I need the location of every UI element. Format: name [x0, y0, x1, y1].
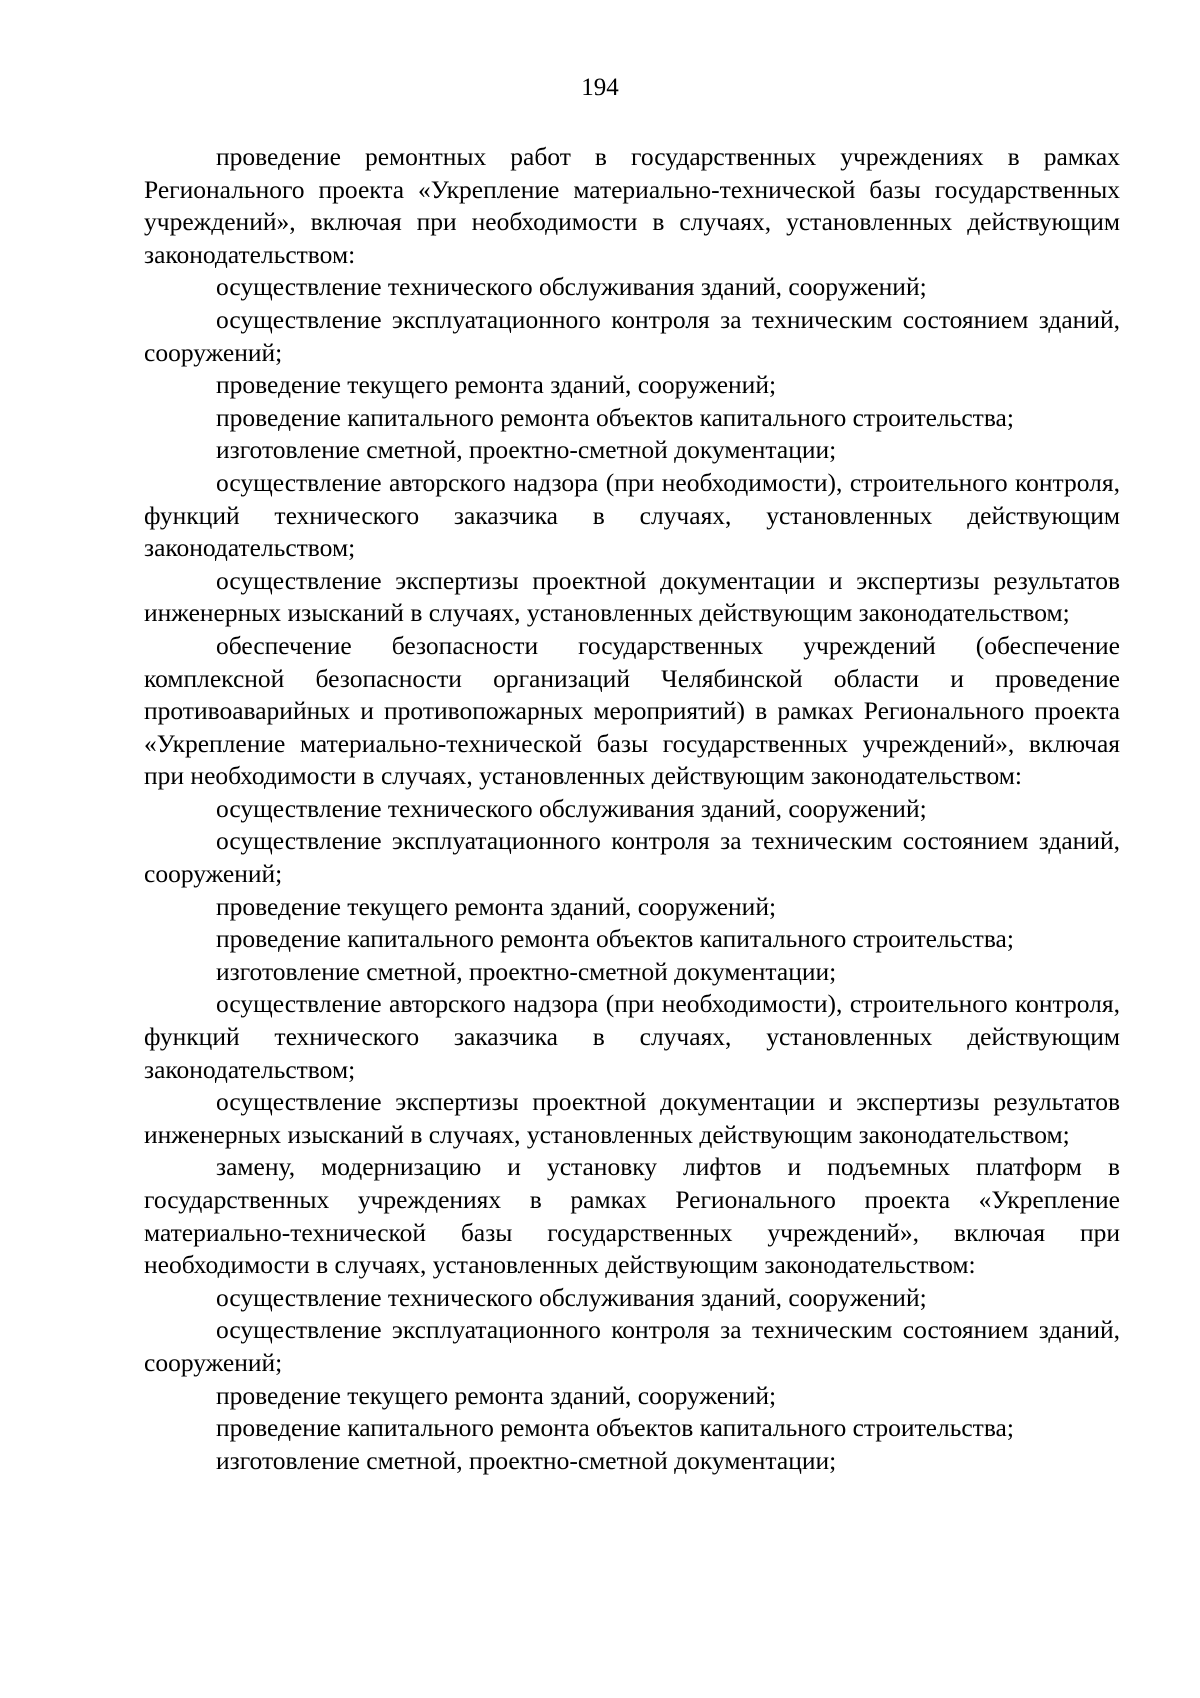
- paragraph: осуществление эксплуатационного контроля за техническим состоянием зданий, сооружений;: [144, 1315, 1120, 1377]
- paragraph: обеспечение безопасности государственных учреждений (обеспечение комплексной безопасности организаций Челябинской области и проведение противоаварийных и противопожарных мероприятий) в рамках Регионального проекта «Укрепление материально-технической базы государственных учреждений», включая при необходимости в случаях, установленных действующим законодательством:: [144, 630, 1120, 791]
- paragraph: осуществление технического обслуживания зданий, сооружений;: [216, 793, 927, 823]
- paragraph: проведение капитального ремонта объектов капитального строительства;: [216, 924, 1014, 954]
- paragraph: изготовление сметной, проектно-сметной документации;: [216, 1445, 837, 1475]
- paragraph: проведение текущего ремонта зданий, сооружений;: [216, 370, 777, 400]
- paragraph: осуществление экспертизы проектной документации и экспертизы результатов инженерных изысканий в случаях, установленных действующим законодательством;: [144, 565, 1120, 628]
- paragraph: проведение капитального ремонта объектов капитального строительства;: [216, 402, 1014, 432]
- paragraph: осуществление экспертизы проектной документации и экспертизы результатов инженерных изысканий в случаях, установленных действующим законодательством;: [144, 1087, 1120, 1149]
- paragraph: изготовление сметной, проектно-сметной документации;: [216, 956, 837, 986]
- paragraph: осуществление авторского надзора (при необходимости), строительного контроля, функций технического заказчика в случаях, установленных действующим законодательством;: [144, 989, 1120, 1084]
- document-body: [144, 141, 1120, 1477]
- page-number: 194: [581, 74, 619, 101]
- paragraph: замену, модернизацию и установку лифтов и подъемных платформ в государственных учреждениях в рамках Регионального проекта «Укрепление материально-технической базы государственных учреждений», включая при необходимости в случаях, установленных действующим законодательством:: [144, 1152, 1120, 1280]
- paragraph: осуществление эксплуатационного контроля за техническим состоянием зданий, сооружений;: [144, 826, 1120, 889]
- paragraph: осуществление авторского надзора (при необходимости), строительного контроля, функций технического заказчика в случаях, установленных действующим законодательством;: [144, 467, 1120, 563]
- paragraph: проведение текущего ремонта зданий, сооружений;: [216, 891, 777, 921]
- paragraph: осуществление эксплуатационного контроля за техническим состоянием зданий, сооружений;: [144, 304, 1120, 367]
- paragraph: осуществление технического обслуживания зданий, сооружений;: [216, 1282, 927, 1312]
- paragraph: осуществление технического обслуживания зданий, сооружений;: [216, 272, 927, 302]
- paragraph: изготовление сметной, проектно-сметной документации;: [216, 435, 837, 465]
- paragraph: проведение текущего ремонта зданий, сооружений;: [216, 1380, 777, 1410]
- paragraph: проведение капитального ремонта объектов капитального строительства;: [216, 1413, 1014, 1443]
- paragraph: проведение ремонтных работ в государственных учреждениях в рамках Регионального проекта «Укрепление материально-технической базы государственных учреждений», включая при необходимости в случаях, установленных действующим законодательством:: [144, 142, 1120, 269]
